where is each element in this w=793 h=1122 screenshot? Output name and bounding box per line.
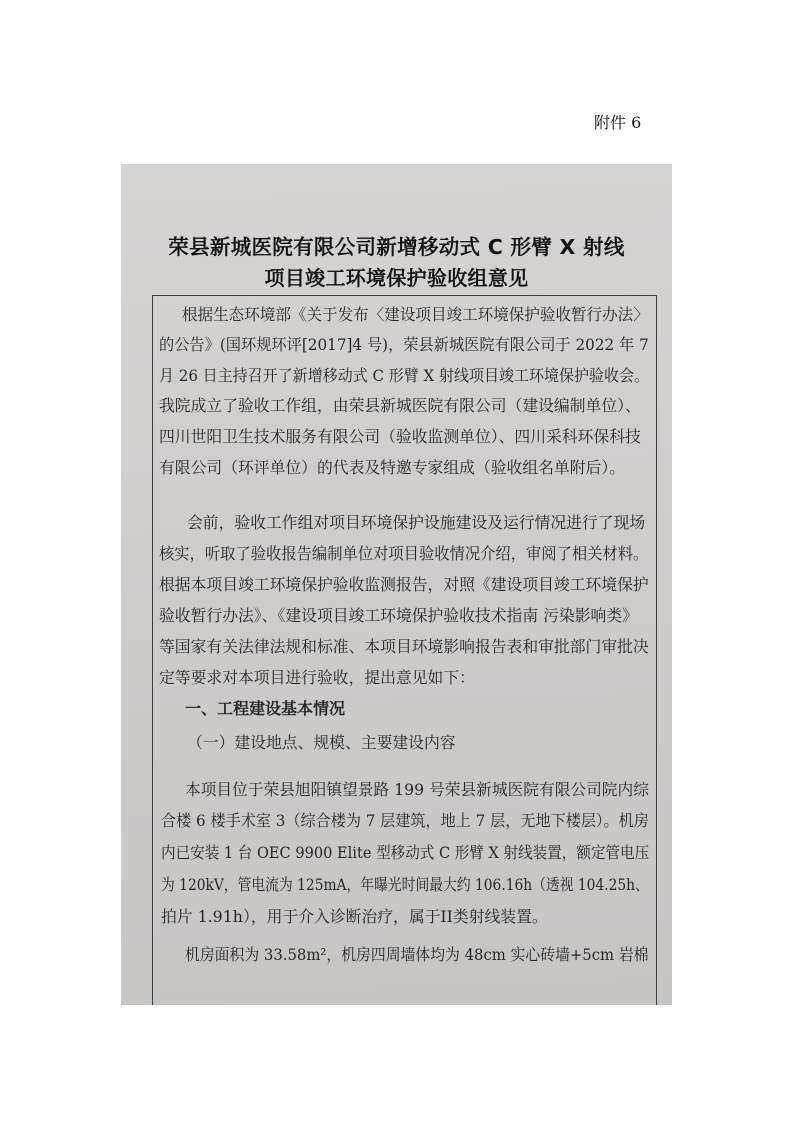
body-line: 有限公司（环评单位）的代表及特邀专家组成（验收组名单附后）。	[159, 458, 626, 477]
document-title-line1: 荣县新城医院有限公司新增移动式 C 形臂 X 射线	[168, 235, 625, 259]
subsection-heading: （一）建设地点、规模、主要建设内容	[187, 733, 456, 752]
body-line: 验收暂行办法》、《建设项目竣工环境保护验收技术指南 污染影响类》	[159, 606, 638, 625]
body-line: 的公告》(国环规环评[2017]4 号)，荣县新城医院有限公司于 2022 年 7	[159, 335, 649, 354]
attachment-label: 附件 6	[594, 113, 642, 132]
body-line: 我院成立了验收工作组，由荣县新城医院有限公司（建设编制单位）、	[159, 396, 641, 415]
document-title-line2: 项目竣工环境保护验收组意见	[264, 266, 529, 290]
body-line: 月 26 日主持召开了新增移动式 C 形臂 X 射线项目竣工环境保护验收会。	[159, 366, 650, 385]
body-line: 拍片 1.91h），用于介入诊断治疗，属于II类射线装置。	[161, 907, 548, 926]
body-line: 机房面积为 33.58m²，机房四周墙体均为 48cm 实心砖墙+5cm 岩棉	[185, 945, 649, 964]
body-line: 根据本项目竣工环境保护验收监测报告，对照《建设项目竣工环境保护	[159, 575, 649, 594]
body-line: 会前，验收工作组对项目环境保护设施建设及运行情况进行了现场	[187, 513, 646, 532]
body-line: 根据生态环境部《关于发布〈建设项目竣工环境保护验收暂行办法〉	[182, 305, 649, 324]
document-photo	[121, 164, 672, 1005]
section-heading: 一、工程建设基本情况	[185, 699, 346, 718]
body-line: 为 120kV，管电流为 125mA，年曝光时间最大约 106.16h（透视 104.25h、	[161, 875, 649, 894]
body-line: 等国家有关法律法规和标准、本项目环境影响报告表和审批部门审批决	[159, 637, 649, 656]
body-line: 本项目位于荣县旭阳镇望景路 199 号荣县新城医院有限公司院内综	[185, 780, 649, 799]
body-line: 合楼 6 楼手术室 3（综合楼为 7 层建筑，地上 7 层，无地下楼层）。机房	[161, 811, 649, 830]
body-line: 核实，听取了验收报告编制单位对项目验收情况介绍，审阅了相关材料。	[159, 544, 649, 563]
body-line: 四川世阳卫生技术服务有限公司（验收监测单位）、四川采科环保科技	[159, 427, 641, 446]
body-line: 内已安装 1 台 OEC 9900 Elite 型移动式 C 形臂 X 射线装置，额定管电压	[161, 843, 650, 862]
body-line: 定等要求对本项目进行验收，提出意见如下：	[159, 668, 475, 687]
